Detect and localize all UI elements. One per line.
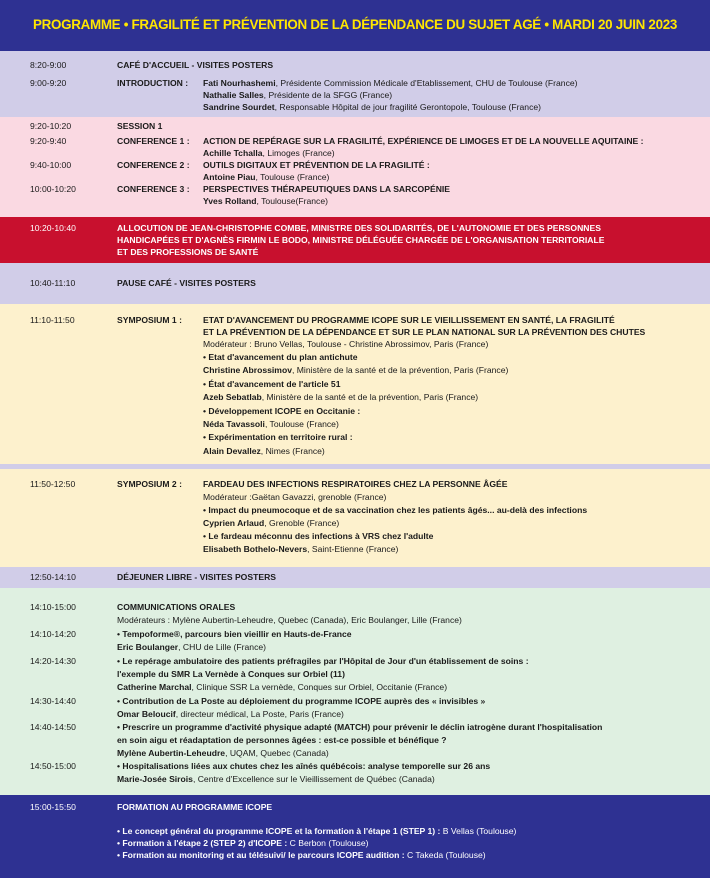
intro-speaker: Sandrine Sourdet, Responsable Hôpital de jour fragilité Gerontopole, Toulouse (France) [203,102,542,112]
communication-speaker: Marie-Josée Sirois, Centre d'Excellence sur le Vieillissement de Québec (Canada) [117,774,435,784]
symposium1-topic: • Expérimentation en territoire rural : [203,432,353,442]
symposium2-moderator: Modérateur :Gaëtan Gavazzi, grenoble (France) [203,492,387,502]
communication-speaker-row [0,747,710,760]
symposium1-speaker-row [0,364,710,377]
symposium2-speaker: Cyprien Arlaud, Grenoble (France) [203,518,340,528]
symposium1-time: 11:10-11:50 [30,315,75,325]
communication-row [0,760,710,773]
symposium1-topic-row [0,431,710,444]
formation-row [0,801,710,814]
pause-label: PAUSE CAFÉ - VISITES POSTERS [117,278,256,288]
intro-speaker: Nathalie Salles, Présidente de la SFGG (France) [203,90,393,100]
programme-title: PROGRAMME • FRAGILITÉ ET PRÉVENTION DE LA DÉPENDANCE DU SUJET AGÉ • MARDI 20 JUIN 2023 [32,17,678,33]
conference-title: ACTION DE REPÉRAGE SUR LA FRAGILITÉ, EXPÉRIENCE DE LIMOGES ET DE LA NOUVELLE AQUITAINE : [203,136,644,146]
communication-row [0,628,710,641]
symposium2-moderator-row [0,491,710,504]
communication-speaker-row [0,681,710,694]
symposium1-topic: • Développement ICOPE en Occitanie : [203,406,361,416]
conference-speaker: Yves Rolland, Toulouse(France) [203,196,328,206]
intro-label: INTRODUCTION : [117,78,189,88]
formation-item: • Le concept général du programme ICOPE et la formation à l'étape 1 (STEP 1) : B Vellas (Toulouse) [117,826,517,836]
communications-moderators-row [0,614,710,627]
symposium1-moderator-row [0,338,710,351]
symposium1-topic: • Etat d'avancement du plan antichute [203,352,358,362]
accueil-time: 8:20-9:00 [30,60,67,70]
allocution-line: HANDICAPÉES ET D'AGNÈS FIRMIN LE BODO, MINISTRE DÉLÉGUÉE CHARGÉE DE L'ORGANISATION TERRITORIALE [117,235,605,245]
communication-speaker: Omar Beloucif, directeur médical, La Poste, Paris (France) [117,709,344,719]
communication-title: • Tempoforme®, parcours bien vieillir en Hauts-de-France [117,629,352,639]
communication-title: • Contribution de La Poste au déploiement du programme ICOPE auprès des « invisibles » [117,696,486,706]
symposium2-topic-row [0,504,710,517]
intro-speaker-row [0,101,710,114]
dejeuner-row [0,571,710,584]
communication-time: 14:40-14:50 [30,722,76,732]
communication-speaker: Mylène Aubertin-Leheudre, UQAM, Quebec (Canada) [117,748,329,758]
symposium2-speaker: Elisabeth Bothelo-Nevers, Saint-Etienne (France) [203,544,399,554]
communication-speaker-row [0,708,710,721]
symposium1-title: ET LA PRÉVENTION DE LA DÉPENDANCE ET SUR LE PLAN NATIONAL SUR LA PRÉVENTION DES CHUTES [203,327,646,337]
conference-label: CONFERENCE 3 : [117,184,190,194]
formation-item: • Formation au monitoring et au télésuivi/ le parcours ICOPE audition : C Takeda (Toulouse) [117,850,486,860]
symposium1-speaker: Christine Abrossimov, Ministère de la santé et de la prévention, Paris (France) [203,365,509,375]
session1-time: 9:20-10:20 [30,121,72,131]
intro-time: 9:00-9:20 [30,78,67,88]
conference-label: CONFERENCE 1 : [117,136,190,146]
conference-speaker: Achille Tchalla, Limoges (France) [203,148,335,158]
session1-label: SESSION 1 [117,121,163,131]
symposium1-moderator: Modérateur : Bruno Vellas, Toulouse - Christine Abrossimov, Paris (France) [203,339,489,349]
formation-item-row [0,849,710,862]
formation-item: • Formation à l'étape 2 (STEP 2) d'ICOPE : C Berbon (Toulouse) [117,838,369,848]
communication-title: • Prescrire un programme d'activité physique adapté (MATCH) pour prévenir le déclin iatrogène durant l'hospitalisation [117,722,603,732]
allocution-line: ALLOCUTION DE JEAN-CHRISTOPHE COMBE, MINISTRE DES SOLIDARITÉS, DE L'AUTONOMIE ET DES PERSONNES [117,223,601,233]
intro-speaker: Fati Nourhashemi, Présidente Commission Médicale d'Etablissement, CHU de Toulouse (France) [203,78,578,88]
symposium2-topic: • Impact du pneumocoque et de sa vaccination chez les patients âgés... au-delà des infections [203,505,588,515]
session1-row [0,120,710,133]
communications-moderators: Modérateurs : Mylène Aubertin-Leheudre, Quebec (Canada), Eric Boulanger, Lille (France) [117,615,462,625]
symposium1-speaker: Alain Devallez, Nimes (France) [203,446,325,456]
communications-row [0,601,710,614]
pause-time: 10:40-11:10 [30,278,76,288]
symposium2-topic: • Le fardeau méconnu des infections à VRS chez l'adulte [203,531,434,541]
programme-header [0,0,710,51]
communication-row [0,695,710,708]
symposium1-speaker-row [0,391,710,404]
allocution-line: ET DES PROFESSIONS DE SANTÉ [117,247,259,257]
formation-time: 15:00-15:50 [30,802,76,812]
communication-time: 14:20-14:30 [30,656,76,666]
communication-speaker: Eric Boulanger, CHU de Lille (France) [117,642,267,652]
allocution-row [0,246,710,259]
conference-title: PERSPECTIVES THÉRAPEUTIQUES DANS LA SARCOPÉNIE [203,184,451,194]
dejeuner-label: DÉJEUNER LIBRE - VISITES POSTERS [117,572,277,582]
conference-title: OUTILS DIGITAUX ET PRÉVENTION DE LA FRAGILITÉ : [203,160,430,170]
symposium2-speaker-row [0,543,710,556]
symposium1-speaker-row [0,445,710,458]
communication-title: • Hospitalisations liées aux chutes chez les aînés québécois: analyse temporelle sur 26 ans [117,761,491,771]
symposium2-speaker-row [0,517,710,530]
symposium1-speaker: Azeb Sebatlab, Ministère de la santé et de la prévention, Paris (France) [203,392,479,402]
communication-time: 14:50-15:00 [30,761,76,771]
conference-time: 10:00-10:20 [30,184,76,194]
communication-speaker: Catherine Marchal, Clinique SSR La vernède, Conques sur Orbiel, Occitanie (France) [117,682,448,692]
symposium2-row [0,478,710,491]
symposium1-speaker-row [0,418,710,431]
communication-row [0,721,710,734]
communication-time: 14:10-14:20 [30,629,76,639]
symposium1-topic: • État d'avancement de l'article 51 [203,379,341,389]
communication-row [0,655,710,668]
symposium2-time: 11:50-12:50 [30,479,76,489]
symposium2-topic-row [0,530,710,543]
symposium2-label: SYMPOSIUM 2 : [117,479,182,489]
accueil-row [0,59,710,72]
symposium1-topic-row [0,405,710,418]
symposium2-title: FARDEAU DES INFECTIONS RESPIRATOIRES CHEZ LA PERSONNE ÂGÉE [203,479,508,489]
communication-title: en soin aigu et réadaptation de personnes âgées : est-ce possible et bénéfique ? [117,735,447,745]
communication-speaker-row [0,773,710,786]
conference-time: 9:40-10:00 [30,160,72,170]
conference-label: CONFERENCE 2 : [117,160,190,170]
symposium1-title: ETAT D'AVANCEMENT DU PROGRAMME ICOPE SUR LE VIEILLISSEMENT EN SANTÉ, LA FRAGILITÉ [203,315,615,325]
symposium1-speaker: Néda Tavassoli, Toulouse (France) [203,419,339,429]
allocution-time: 10:20-10:40 [30,223,76,233]
communications-label: COMMUNICATIONS ORALES [117,602,236,612]
formation-label: FORMATION AU PROGRAMME ICOPE [117,802,273,812]
symposium1-label: SYMPOSIUM 1 : [117,315,182,325]
conference-speaker-row [0,195,710,208]
communication-speaker-row [0,641,710,654]
conference-speaker: Antoine Piau, Toulouse (France) [203,172,330,182]
accueil-label: CAFÉ D'ACCUEIL - VISITES POSTERS [117,60,274,70]
communications-time: 14:10-15:00 [30,602,76,612]
communication-time: 14:30-14:40 [30,696,76,706]
communication-row [0,734,710,747]
symposium1-topic-row [0,351,710,364]
dejeuner-time: 12:50-14:10 [30,572,76,582]
communication-row [0,668,710,681]
conference-time: 9:20-9:40 [30,136,67,146]
communication-title: l'exemple du SMR La Vernède à Conques sur Orbiel (11) [117,669,345,679]
symposium1-topic-row [0,378,710,391]
communication-title: • Le repérage ambulatoire des patients préfragiles par l'Hôpital de Jour d'un établissement de soins : [117,656,529,666]
pause-row [0,277,710,290]
